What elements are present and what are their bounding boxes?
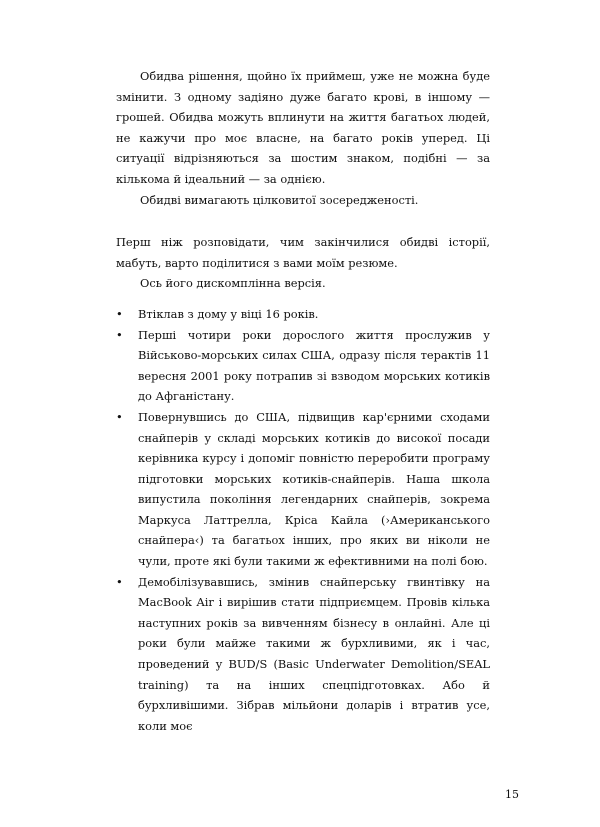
bullet-icon: • [116, 306, 123, 321]
page-number: 15 [505, 788, 519, 801]
paragraph-1: Обидва рішення, щойно їх приймеш, уже не можна буде змінити. З одному задіяно дуже багато крові, в іншому — грошей. Обидва можуть вплинути на життя багатьох людей, не кажучи про моє власне, на багато років уперед. Ці ситуації відрізняються за шостим знаком, подібні — за кількома й ідеальний — за однією. [116, 69, 490, 186]
bullet-icon: • [116, 409, 123, 424]
list-item-text: Втіклав з дому у віці 16 років. [138, 306, 319, 321]
list-item [116, 407, 490, 572]
paragraph-3: Перш ніж розповідати, чим закінчилися обидві історії, мабуть, варто поділитися з вами моїм резюме. [116, 235, 490, 270]
bullet-icon: • [116, 327, 123, 342]
paragraph-4: Ось його дискомплінна версія. [140, 276, 326, 291]
list-item-text: Демобілізувавшись, змінив снайперську гвинтівку на MacBook Air і вирішив стати підприємцем. Провів кілька наступних років за вивченням бізнесу в онлайні. Але ці роки були майже такими ж бурхливими, як і час, проведений у BUD/S (Basic Underwater Demolition/SEAL training) та на інших спецпідготовках. Або й бурхливішими. Зібрав мільйони доларів і втратив усе, коли моє [138, 574, 490, 733]
list-item [116, 304, 490, 325]
bullet-icon: • [116, 574, 123, 589]
list-item [116, 572, 490, 737]
resume-list [116, 304, 490, 736]
list-item [116, 325, 490, 407]
list-item-text: Перші чотири роки дорослого життя прослужив у Військово-морських силах США, одразу після терактів 11 вересня 2001 року потрапив зі взводом морських котиків до Афганістану. [138, 327, 490, 404]
section-gap [116, 210, 490, 232]
list-item-text: Повернувшись до США, підвищив кар'єрними сходами снайперів у складі морських котиків до високої посади керівника курсу і допоміг повністю переробити програму підготовки морських котиків-снайперів. Наша школа випустила покоління легендарних снайперів, зокрема Маркуса Латтрелла, Кріса Кайла (›Американського снайпера‹) та багатьох інших, про яких ви ніколи не чули, проте які були такими ж ефективними на полі бою. [138, 409, 490, 569]
page-body [116, 66, 490, 736]
paragraph-2: Обидві вимагають цілковитої зосередженості. [140, 192, 419, 207]
